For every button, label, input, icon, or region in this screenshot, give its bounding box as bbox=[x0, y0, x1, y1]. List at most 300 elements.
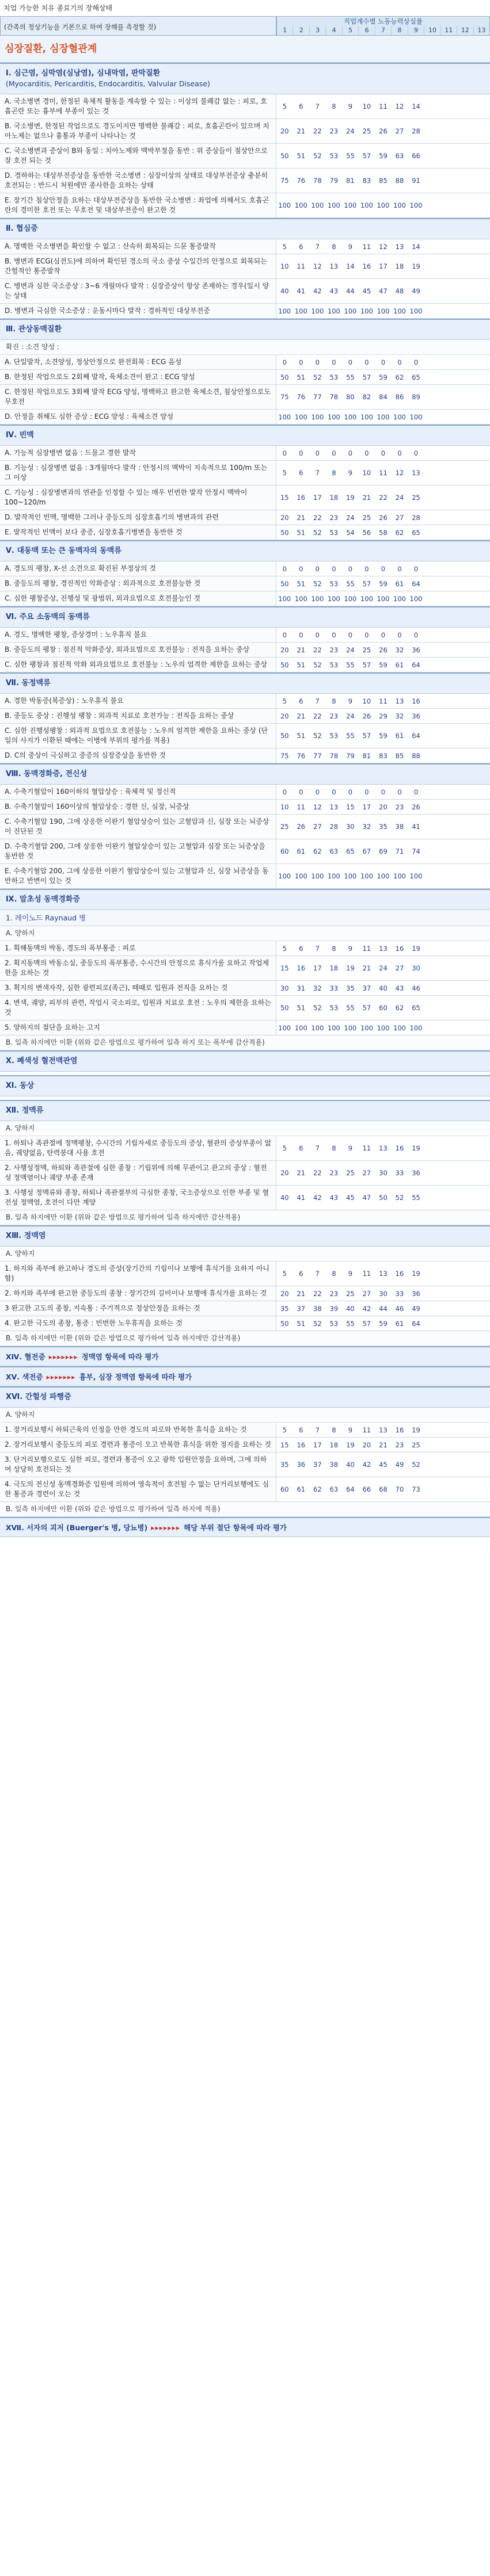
rate-cell: 14 bbox=[412, 102, 420, 110]
rate-cell: 0 bbox=[299, 449, 303, 457]
rate-cell: 21 bbox=[297, 127, 306, 135]
rate-cell: 18 bbox=[395, 262, 404, 270]
rate-cell: 82 bbox=[362, 393, 371, 401]
rate-cell: 12 bbox=[313, 802, 322, 811]
section-heading bbox=[0, 889, 490, 910]
rate-cell: 0 bbox=[381, 788, 386, 796]
rate-cell: 52 bbox=[313, 579, 322, 588]
rate-cell: 23 bbox=[329, 1289, 339, 1298]
criteria-text: 3 완고한 고도의 종창, 지속통 : 주기적으로 정상안정을 요하는 것 bbox=[0, 1301, 276, 1316]
rate-cell: 59 bbox=[379, 579, 388, 588]
criteria-row bbox=[0, 410, 490, 425]
rate-cell: 0 bbox=[381, 449, 386, 457]
rate-cell: 50 bbox=[280, 660, 289, 669]
criteria-text: 1. 하퇴나 족관절에 정맥팽창, 수시간의 기립자세로 중등도의 증상, 혈관의 증상부종이 없음, 궤양없음, 탄력붕대 사용 호전 bbox=[0, 1136, 276, 1160]
rate-cell: 60 bbox=[280, 1485, 289, 1493]
criteria-row bbox=[0, 643, 490, 658]
criteria-row bbox=[0, 304, 490, 319]
rate-cell: 59 bbox=[379, 732, 388, 740]
rate-cell: 0 bbox=[364, 788, 369, 796]
criteria-row bbox=[0, 591, 490, 606]
section-title: ⅩⅥ. 간헐성 파행증 bbox=[6, 1393, 71, 1401]
rate-cell: 0 bbox=[299, 630, 303, 639]
criteria-text: B. 기능성 : 심장병변 없음 : 3개월마다 발작 : 안정시의 맥박이 지속적으로 100/m 또는 그 이상 bbox=[0, 461, 276, 485]
rate-cell: 33 bbox=[395, 1289, 404, 1298]
criteria-text: D. 발작적인 빈맥, 명백한 그러나 중등도의 심장호흡기의 병변과의 관련 bbox=[0, 510, 276, 525]
rate-values bbox=[276, 486, 490, 510]
rate-cell: 8 bbox=[332, 102, 336, 110]
rate-cell: 67 bbox=[362, 847, 371, 855]
rate-cell: 86 bbox=[395, 393, 404, 401]
rate-cell: 61 bbox=[297, 1485, 306, 1493]
rate-cell: 55 bbox=[412, 1194, 420, 1202]
rate-cell: 100 bbox=[360, 872, 373, 880]
rate-cell: 100 bbox=[377, 872, 390, 880]
criteria-text: C. 기능성 : 심장병변과의 연관을 인정할 수 있는 매우 빈번한 발작 안정시 맥박이 100~120/m bbox=[0, 486, 276, 510]
rate-cell: 100 bbox=[393, 872, 406, 880]
criteria-text: B. 병변과 ECG(심전도)에 의하여 확인된 경소의 국소 중상 수일간의 안정으로 회복되는 간헐적인 통증발작 bbox=[0, 254, 276, 278]
rate-cell: 25 bbox=[280, 823, 289, 831]
rate-cell: 11 bbox=[379, 469, 388, 477]
rate-cell: 100 bbox=[377, 412, 390, 421]
rate-cell: 20 bbox=[280, 645, 289, 654]
rate-cell: 100 bbox=[393, 201, 406, 209]
rate-cell: 8 bbox=[332, 1270, 336, 1278]
section-title: Ⅲ. 관상동맥질환 bbox=[6, 325, 62, 334]
rate-cell: 25 bbox=[412, 1440, 420, 1449]
rate-cell: 43 bbox=[329, 287, 339, 295]
criteria-row bbox=[0, 694, 490, 709]
rate-cell: 9 bbox=[348, 697, 353, 705]
rate-cell: 26 bbox=[379, 513, 388, 522]
grade-number: 4 bbox=[325, 26, 341, 35]
rate-cell: 14 bbox=[412, 242, 420, 251]
criteria-row bbox=[0, 1286, 490, 1301]
rate-cell: 70 bbox=[395, 1485, 404, 1493]
rate-cell: 16 bbox=[297, 964, 306, 972]
rate-cell: 0 bbox=[332, 564, 336, 573]
criteria-row bbox=[0, 785, 490, 800]
rate-cell: 32 bbox=[395, 645, 404, 654]
rate-values bbox=[276, 279, 490, 303]
rate-cell: 36 bbox=[412, 645, 420, 654]
rate-cell: 37 bbox=[362, 984, 371, 992]
rate-cell: 83 bbox=[362, 177, 371, 185]
rate-cell: 100 bbox=[393, 1023, 406, 1032]
criteria-text: D. 병변과 극심한 국소증상 : 운동시마다 발작 : 경하적인 대상부전증 bbox=[0, 304, 276, 318]
rate-cell: 12 bbox=[395, 102, 404, 110]
rate-cell: 36 bbox=[412, 1169, 420, 1177]
rate-cell: 69 bbox=[379, 847, 388, 855]
criteria-text: C. 국소병변과 증상이 B와 동일 : 치아노제와 맥박부정을 동반 : 위 증상들이 점상안으로 잘 호전 되는 것 bbox=[0, 144, 276, 168]
rate-values bbox=[276, 1423, 490, 1437]
criteria-row bbox=[0, 193, 490, 218]
rate-cell: 13 bbox=[395, 697, 404, 705]
rate-cell: 52 bbox=[313, 1004, 322, 1012]
rate-cell: 0 bbox=[315, 630, 320, 639]
section-title: Ⅳ. 빈맥 bbox=[6, 431, 34, 439]
section-heading bbox=[0, 1075, 490, 1096]
rate-cell: 61 bbox=[297, 847, 306, 855]
rate-values bbox=[276, 119, 490, 143]
rate-cell: 100 bbox=[327, 201, 340, 209]
rate-cell: 46 bbox=[395, 1304, 404, 1313]
rate-cell: 9 bbox=[348, 1144, 353, 1152]
criteria-row bbox=[0, 461, 490, 486]
criteria-text: 2. 사행성정맥, 하퇴와 족관절에 심한 종창 : 기립위에 의해 무관이고 관고의 중상 : 혈전성 정맥염이나 궤양 부종 존재 bbox=[0, 1161, 276, 1185]
rate-cell: 16 bbox=[395, 1425, 404, 1434]
rate-values bbox=[276, 1438, 490, 1452]
rate-cell: 51 bbox=[297, 373, 306, 381]
rate-cell: 17 bbox=[362, 802, 371, 811]
section-heading bbox=[0, 1100, 490, 1121]
rate-cell: 52 bbox=[395, 1194, 404, 1202]
criteria-row bbox=[0, 355, 490, 370]
criteria-row bbox=[0, 996, 490, 1021]
criteria-row bbox=[0, 169, 490, 193]
rate-cell: 64 bbox=[412, 1319, 420, 1328]
rate-cell: 14 bbox=[346, 262, 355, 270]
rate-cell: 84 bbox=[379, 393, 388, 401]
rate-cell: 43 bbox=[329, 1194, 339, 1202]
rate-cell: 100 bbox=[344, 412, 357, 421]
criteria-row bbox=[0, 1423, 490, 1438]
rate-cell: 0 bbox=[299, 564, 303, 573]
rate-cell: 100 bbox=[311, 594, 324, 603]
rate-cell: 62 bbox=[313, 1485, 322, 1493]
rate-cell: 52 bbox=[313, 660, 322, 669]
rate-cell: 20 bbox=[280, 712, 289, 720]
rate-cell: 28 bbox=[412, 513, 420, 522]
rate-cell: 17 bbox=[313, 964, 322, 972]
rate-cell: 100 bbox=[377, 201, 390, 209]
criteria-row bbox=[0, 709, 490, 724]
rate-cell: 0 bbox=[315, 788, 320, 796]
rate-cell: 42 bbox=[313, 1194, 322, 1202]
rate-cell: 13 bbox=[412, 469, 420, 477]
rate-cell: 20 bbox=[362, 1440, 371, 1449]
rate-cell: 44 bbox=[346, 287, 355, 295]
grade-number: 1 bbox=[283, 26, 287, 34]
rate-cell: 100 bbox=[360, 307, 373, 315]
rate-cell: 35 bbox=[280, 1461, 289, 1469]
section-heading bbox=[0, 606, 490, 628]
table-header bbox=[0, 16, 490, 36]
rate-cell: 78 bbox=[329, 393, 339, 401]
rate-cell: 19 bbox=[412, 262, 420, 270]
rate-cell: 51 bbox=[297, 732, 306, 740]
rate-cell: 27 bbox=[395, 513, 404, 522]
rate-cell: 100 bbox=[278, 872, 291, 880]
rate-cell: 52 bbox=[412, 1461, 420, 1469]
rate-cell: 22 bbox=[313, 1169, 322, 1177]
rate-cell: 100 bbox=[409, 307, 423, 315]
criteria-text: 2. 하지와 족부에 완고한 중등도의 종창 : 장기간의 길비이나 보행에 휴식가를 요하는 것 bbox=[0, 1286, 276, 1301]
note-line: A. 양하지 bbox=[0, 1408, 490, 1423]
rate-cell: 100 bbox=[377, 1023, 390, 1032]
rate-cell: 0 bbox=[315, 358, 320, 366]
rate-cell: 47 bbox=[362, 1194, 371, 1202]
criteria-row bbox=[0, 486, 490, 510]
criteria-row bbox=[0, 724, 490, 748]
rate-cell: 55 bbox=[346, 660, 355, 669]
rate-cell: 0 bbox=[364, 358, 369, 366]
rate-cell: 6 bbox=[299, 469, 303, 477]
rate-values bbox=[276, 1186, 490, 1210]
rate-cell: 58 bbox=[379, 528, 388, 537]
rate-cell: 50 bbox=[379, 1194, 388, 1202]
rate-cell: 55 bbox=[346, 1004, 355, 1012]
criteria-text: D. 수축기혈압 200, 그에 상응한 이완기 혈압상승이 있는 고혈압과 심장 또는 뇌증상을 동반한 것 bbox=[0, 839, 276, 863]
criteria-text: B. 한정된 작업으로도 2회째 발작, 육체소견이 완고 : ECG 양성 bbox=[0, 370, 276, 384]
rate-cell: 7 bbox=[315, 697, 320, 705]
rate-cell: 22 bbox=[313, 127, 322, 135]
rate-values bbox=[276, 628, 490, 642]
grade-number: 9 bbox=[408, 26, 424, 35]
rate-cell: 65 bbox=[346, 847, 355, 855]
rate-cell: 61 bbox=[395, 732, 404, 740]
grade-number: 10 bbox=[424, 26, 440, 35]
note-line: B. 일측 하지에만 이환 (위와 같은 방법으로 평가하여 일측 하지에만 감산적용) bbox=[0, 1331, 490, 1346]
rate-cell: 10 bbox=[362, 469, 371, 477]
rate-cell: 100 bbox=[294, 201, 307, 209]
rate-values bbox=[276, 94, 490, 119]
main-title: 심장질환, 심장혈관계 bbox=[0, 36, 490, 63]
criteria-row bbox=[0, 1453, 490, 1477]
section-heading bbox=[0, 425, 490, 446]
rate-cell: 52 bbox=[313, 152, 322, 160]
rate-cell: 63 bbox=[329, 847, 339, 855]
banner-title: ⅩⅤ. 색전증 bbox=[6, 1373, 43, 1381]
criteria-text: A. 국소병변 경미, 한정된 육체적 활동을 계속할 수 있는 : 이상의 불쾌감 없는 : 피로, 호흡곤란 또는 흉부에 부종이 있는 것 bbox=[0, 94, 276, 119]
rate-cell: 6 bbox=[299, 1270, 303, 1278]
rate-cell: 0 bbox=[282, 630, 287, 639]
rate-cell: 9 bbox=[348, 1270, 353, 1278]
rate-cell: 12 bbox=[313, 262, 322, 270]
rate-cell: 30 bbox=[379, 1289, 388, 1298]
criteria-text: A. 기능적 심장병변 없음 : 드물고 경한 발작 bbox=[0, 446, 276, 460]
rate-cell: 62 bbox=[395, 528, 404, 537]
rate-cell: 57 bbox=[362, 1319, 371, 1328]
rate-cell: 42 bbox=[362, 1304, 371, 1313]
rate-cell: 100 bbox=[278, 594, 291, 603]
criteria-row bbox=[0, 370, 490, 385]
rate-values bbox=[276, 254, 490, 278]
rate-values bbox=[276, 1477, 490, 1501]
rate-cell: 7 bbox=[315, 242, 320, 251]
rate-cell: 35 bbox=[379, 823, 388, 831]
grade-number: 7 bbox=[375, 26, 391, 35]
rate-values bbox=[276, 576, 490, 591]
rate-cell: 22 bbox=[379, 494, 388, 502]
section-title: Ⅱ. 협심증 bbox=[6, 224, 38, 233]
rate-cell: 28 bbox=[329, 823, 339, 831]
rate-cell: 100 bbox=[327, 307, 340, 315]
rate-cell: 40 bbox=[379, 984, 388, 992]
rate-cell: 21 bbox=[297, 513, 306, 522]
rate-cell: 11 bbox=[379, 697, 388, 705]
rate-cell: 100 bbox=[327, 594, 340, 603]
rate-cell: 61 bbox=[395, 1319, 404, 1328]
rate-values bbox=[276, 144, 490, 168]
rate-cell: 38 bbox=[395, 823, 404, 831]
criteria-row bbox=[0, 658, 490, 672]
rate-values bbox=[276, 510, 490, 525]
rate-cell: 51 bbox=[297, 660, 306, 669]
rate-values bbox=[276, 694, 490, 708]
rate-cell: 0 bbox=[413, 449, 419, 457]
rate-cell: 100 bbox=[294, 307, 307, 315]
rate-cell: 89 bbox=[412, 393, 420, 401]
page-caption: 치업 가능한 치유 종료기의 장해상태 bbox=[3, 4, 113, 12]
rate-cell: 48 bbox=[395, 287, 404, 295]
rate-cell: 25 bbox=[362, 645, 371, 654]
rate-cell: 22 bbox=[313, 1289, 322, 1298]
criteria-row bbox=[0, 510, 490, 525]
criteria-row bbox=[0, 800, 490, 815]
rate-cell: 16 bbox=[395, 1144, 404, 1152]
grade-numbers bbox=[277, 26, 489, 35]
rate-cell: 57 bbox=[362, 660, 371, 669]
rate-cell: 21 bbox=[379, 1440, 388, 1449]
rate-cell: 20 bbox=[280, 127, 289, 135]
rate-cell: 100 bbox=[311, 201, 324, 209]
header-right bbox=[276, 16, 490, 36]
rate-cell: 23 bbox=[395, 1440, 404, 1449]
rate-cell: 45 bbox=[362, 287, 371, 295]
criteria-row bbox=[0, 981, 490, 996]
rate-cell: 78 bbox=[329, 751, 339, 760]
rate-values bbox=[276, 643, 490, 657]
criteria-row bbox=[0, 748, 490, 763]
rate-cell: 0 bbox=[397, 358, 402, 366]
rate-cell: 45 bbox=[379, 1461, 388, 1469]
rate-cell: 37 bbox=[313, 1461, 322, 1469]
note-line: A. 양하지 bbox=[0, 1121, 490, 1136]
rate-cell: 5 bbox=[282, 1144, 287, 1152]
banner-reference: 해당 부위 절단 항목에 따라 평가 bbox=[184, 1523, 287, 1532]
rate-cell: 18 bbox=[329, 494, 339, 502]
rate-cell: 0 bbox=[397, 630, 402, 639]
rate-cell: 54 bbox=[346, 528, 355, 537]
rate-cell: 77 bbox=[313, 751, 322, 760]
criteria-text: B. 중등도의 팽창, 경진적인 악화증상 : 외과적으로 호전불능한 것 bbox=[0, 576, 276, 591]
criteria-row bbox=[0, 864, 490, 889]
rate-cell: 25 bbox=[362, 513, 371, 522]
rate-cell: 26 bbox=[379, 127, 388, 135]
rate-cell: 27 bbox=[362, 1289, 371, 1298]
rate-cell: 60 bbox=[280, 847, 289, 855]
rate-cell: 62 bbox=[395, 1004, 404, 1012]
section-title: Ⅹ. 폐색성 혈전맥관염 bbox=[6, 1057, 78, 1065]
rate-cell: 0 bbox=[348, 788, 353, 796]
rate-cell: 50 bbox=[280, 373, 289, 381]
rate-values bbox=[276, 864, 490, 888]
grade-number: 11 bbox=[440, 26, 457, 35]
rate-cell: 40 bbox=[346, 1304, 355, 1313]
criteria-text: C. 수축기혈압 190, 그에 상응한 이완기 혈압상승이 있는 고혈압과 신, 심장 또는 뇌증상이 진단된 것 bbox=[0, 815, 276, 839]
rate-values bbox=[276, 941, 490, 956]
rate-cell: 100 bbox=[327, 872, 340, 880]
rate-values bbox=[276, 800, 490, 814]
rate-cell: 85 bbox=[395, 751, 404, 760]
rate-cell: 35 bbox=[280, 1304, 289, 1313]
rate-values bbox=[276, 1301, 490, 1316]
rate-cell: 53 bbox=[329, 152, 339, 160]
rate-cell: 6 bbox=[299, 1144, 303, 1152]
rate-cell: 100 bbox=[360, 412, 373, 421]
criteria-text: D. 안정을 취해도 심한 증상 : ECG 양성 : 육체소견 양성 bbox=[0, 410, 276, 424]
criteria-text: A. 명백한 국소병변을 확인할 수 없고 : 산속히 회복되는 드문 통증발작 bbox=[0, 239, 276, 254]
rate-cell: 100 bbox=[344, 201, 357, 209]
note-line: B. 일측 하지에만 이환 (위와 같은 방법으로 평가하여 일측 하지에만 감산적용) bbox=[0, 1210, 490, 1225]
rate-cell: 11 bbox=[362, 1425, 371, 1434]
rate-cell: 100 bbox=[377, 594, 390, 603]
rate-cell: 24 bbox=[395, 494, 404, 502]
rate-cell: 68 bbox=[379, 1485, 388, 1493]
rate-cell: 80 bbox=[346, 393, 355, 401]
rate-cell: 55 bbox=[346, 373, 355, 381]
rate-cell: 64 bbox=[412, 732, 420, 740]
rate-cell: 100 bbox=[409, 412, 423, 421]
rate-cell: 7 bbox=[315, 1425, 320, 1434]
rate-cell: 0 bbox=[364, 449, 369, 457]
rate-cell: 49 bbox=[412, 287, 420, 295]
rate-cell: 100 bbox=[294, 412, 307, 421]
rate-cell: 12 bbox=[379, 242, 388, 251]
section-title: ⅩⅢ. 정맥염 bbox=[6, 1232, 46, 1240]
rate-values bbox=[276, 709, 490, 723]
rate-cell: 6 bbox=[299, 242, 303, 251]
rate-cell: 41 bbox=[412, 823, 420, 831]
rate-cell: 56 bbox=[362, 528, 371, 537]
rate-cell: 20 bbox=[280, 1169, 289, 1177]
rate-cell: 100 bbox=[294, 1023, 307, 1032]
criteria-text: 4. 완고한 극도의 종창, 통증 : 빈번한 노우휴직을 요하는 것 bbox=[0, 1316, 276, 1331]
rate-cell: 41 bbox=[297, 1194, 306, 1202]
rate-cell: 100 bbox=[409, 1023, 423, 1032]
rate-values bbox=[276, 1262, 490, 1286]
rate-cell: 53 bbox=[329, 373, 339, 381]
rate-cell: 78 bbox=[313, 177, 322, 185]
rate-cell: 6 bbox=[299, 944, 303, 953]
rate-cell: 53 bbox=[329, 660, 339, 669]
rate-cell: 44 bbox=[379, 1304, 388, 1313]
rate-cell: 0 bbox=[348, 358, 353, 366]
rate-cell: 51 bbox=[297, 528, 306, 537]
criteria-text: 3. 획지의 변색자작, 심한 광련피로(족근), 떼때로 입원과 전직을 요하는 것 bbox=[0, 981, 276, 995]
rate-cell: 66 bbox=[362, 1485, 371, 1493]
subsection-heading: 1. 레이노드 Raynaud 병 bbox=[0, 910, 490, 926]
criteria-row bbox=[0, 956, 490, 981]
criteria-row bbox=[0, 385, 490, 410]
rate-cell: 9 bbox=[348, 469, 353, 477]
rate-cell: 20 bbox=[379, 802, 388, 811]
rate-cell: 100 bbox=[344, 1023, 357, 1032]
rate-cell: 15 bbox=[280, 1440, 289, 1449]
criteria-row bbox=[0, 1316, 490, 1331]
rate-cell: 8 bbox=[332, 1425, 336, 1434]
rate-cell: 88 bbox=[395, 177, 404, 185]
rate-cell: 46 bbox=[412, 984, 420, 992]
rate-cell: 100 bbox=[360, 201, 373, 209]
rate-cell: 49 bbox=[412, 1304, 420, 1313]
rate-cell: 100 bbox=[278, 201, 291, 209]
rate-cell: 27 bbox=[313, 823, 322, 831]
rate-cell: 31 bbox=[297, 984, 306, 992]
grade-number: 2 bbox=[293, 26, 309, 35]
rate-cell: 30 bbox=[280, 984, 289, 992]
